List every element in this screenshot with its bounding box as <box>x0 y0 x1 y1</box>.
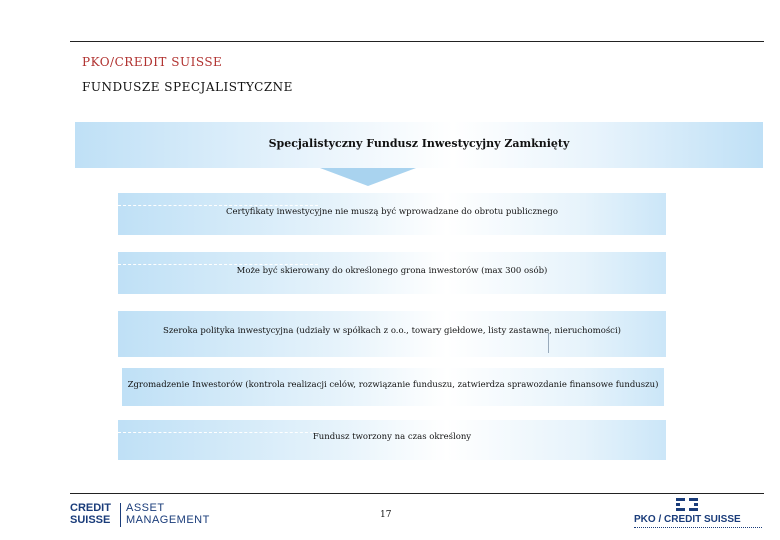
brand-name: PKO/CREDIT SUISSE <box>82 55 223 69</box>
pko-credit-suisse-logo <box>630 498 770 534</box>
logo-separator <box>120 503 121 527</box>
diagram-item-2 <box>118 252 666 294</box>
diagram-item-4 <box>122 368 664 406</box>
pko-emblem-icon <box>676 498 698 512</box>
section-title: FUNDUSZE SPECJALISTYCZNE <box>82 80 293 94</box>
pko-logo-underline <box>634 527 762 531</box>
diagram-item-text: Może być skierowany do określonego grona inwestorów (max 300 osób) <box>236 266 548 276</box>
credit-suisse-asset-management-logo <box>70 503 230 529</box>
diagram-item-text: Zgromadzenie Inwestorów (kontrola realizacji celów, rozwiązanie funduszu, zatwierdza sprawozdanie finansowe funduszu) <box>127 380 659 390</box>
logo-line-asset: ASSET <box>126 502 165 514</box>
diagram-title-box <box>75 122 763 168</box>
diagram-item-text: Szeroka polityka inwestycyjna (udziały w spółkach z o.o., towary giełdowe, listy zastawne, nieruchomości) <box>163 326 621 336</box>
dash-divider <box>118 205 318 206</box>
diagram-title: Specjalistyczny Fundusz Inwestycyjny Zamknięty <box>268 137 570 150</box>
pko-logo-text: PKO / CREDIT SUISSE <box>634 514 741 525</box>
diagram-item-text: Fundusz tworzony na czas określony <box>312 432 472 442</box>
page-number: 17 <box>380 510 392 520</box>
dash-divider <box>118 264 318 265</box>
diagram-item-1 <box>118 193 666 235</box>
diagram-item-5 <box>118 420 666 460</box>
diagram-item-text: Certyfikaty inwestycyjne nie muszą być wprowadzane do obrotu publicznego <box>225 207 558 217</box>
diagram-item-3 <box>118 311 666 357</box>
down-arrow-icon <box>320 168 416 186</box>
logo-line-management: MANAGEMENT <box>126 514 210 526</box>
header-rule <box>70 41 764 42</box>
logo-line-suisse: SUISSE <box>70 514 111 526</box>
footer-rule <box>70 493 764 494</box>
divider-tick <box>548 333 549 353</box>
logo-line-credit: CREDIT <box>70 502 111 514</box>
